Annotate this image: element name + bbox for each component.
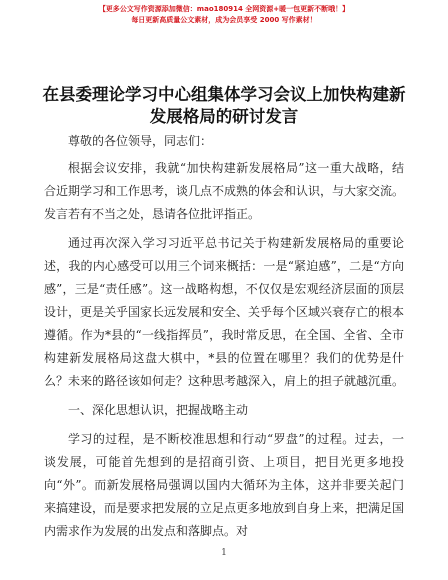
paragraph-intro: 根据会议安排，我就“加快构建新发展格局”这一重大战略，结合近期学习和工作思考，谈几点不成熟的体会和认识，与大家交流。发言若有不当之处，恳请各位批评指正。 (44, 161, 405, 221)
page-number: 1 (221, 548, 227, 558)
section-heading: 一、深化思想认识，把握战略主动 (68, 403, 249, 417)
paragraph-reflection: 通过再次深入学习习近平总书记关于构建新发展格局的重要论述，我的内心感受可以用三个词来概括：一是“紧迫感”，二是“方向感”，三是“责任感”。这一战略构想，不仅仅是宏观经济层面的顶层设计，更是关乎国家长远发展和安全、关乎每个区域兴衰存亡的根本遵循。作为*县的“一线指挥员”，我时常反思，在全国、全省、全市构建新发展格局这盘大棋中，*县的位置在哪里？我们的优势是什么？未来的路径该如何走？这种思考越深入，肩上的担子就越沉重。 (44, 236, 405, 388)
paragraph-section-1: 学习的过程，是不断校准思想和行动“罗盘”的过程。过去，一谈发展，可能首先想到的是招商引资、上项目，把目光更多地投向“外”。而新发展格局强调以国内大循环为主体，这并非要关起门来搞建设，而是要求把发展的立足点更多地放到自身上来，把满足国内需求作为发展的出发点和落脚点。对 (44, 432, 405, 538)
promo-banner (0, 4, 448, 26)
promo-banner-line-2: 每日更新高质量公文素材，成为会员享受 2000 写作素材！ (131, 16, 317, 24)
salutation: 尊敬的各位领导，同志们： (68, 134, 213, 148)
document-body (44, 130, 404, 549)
document-title: 在县委理论学习中心组集体学习会议上加快构建新发展格局的研讨发言 (42, 85, 406, 126)
promo-banner-line-1: 【更多公文写作资源添加微信：mao180914 全网资源+暖一包更新不断哦！】 (98, 5, 350, 13)
